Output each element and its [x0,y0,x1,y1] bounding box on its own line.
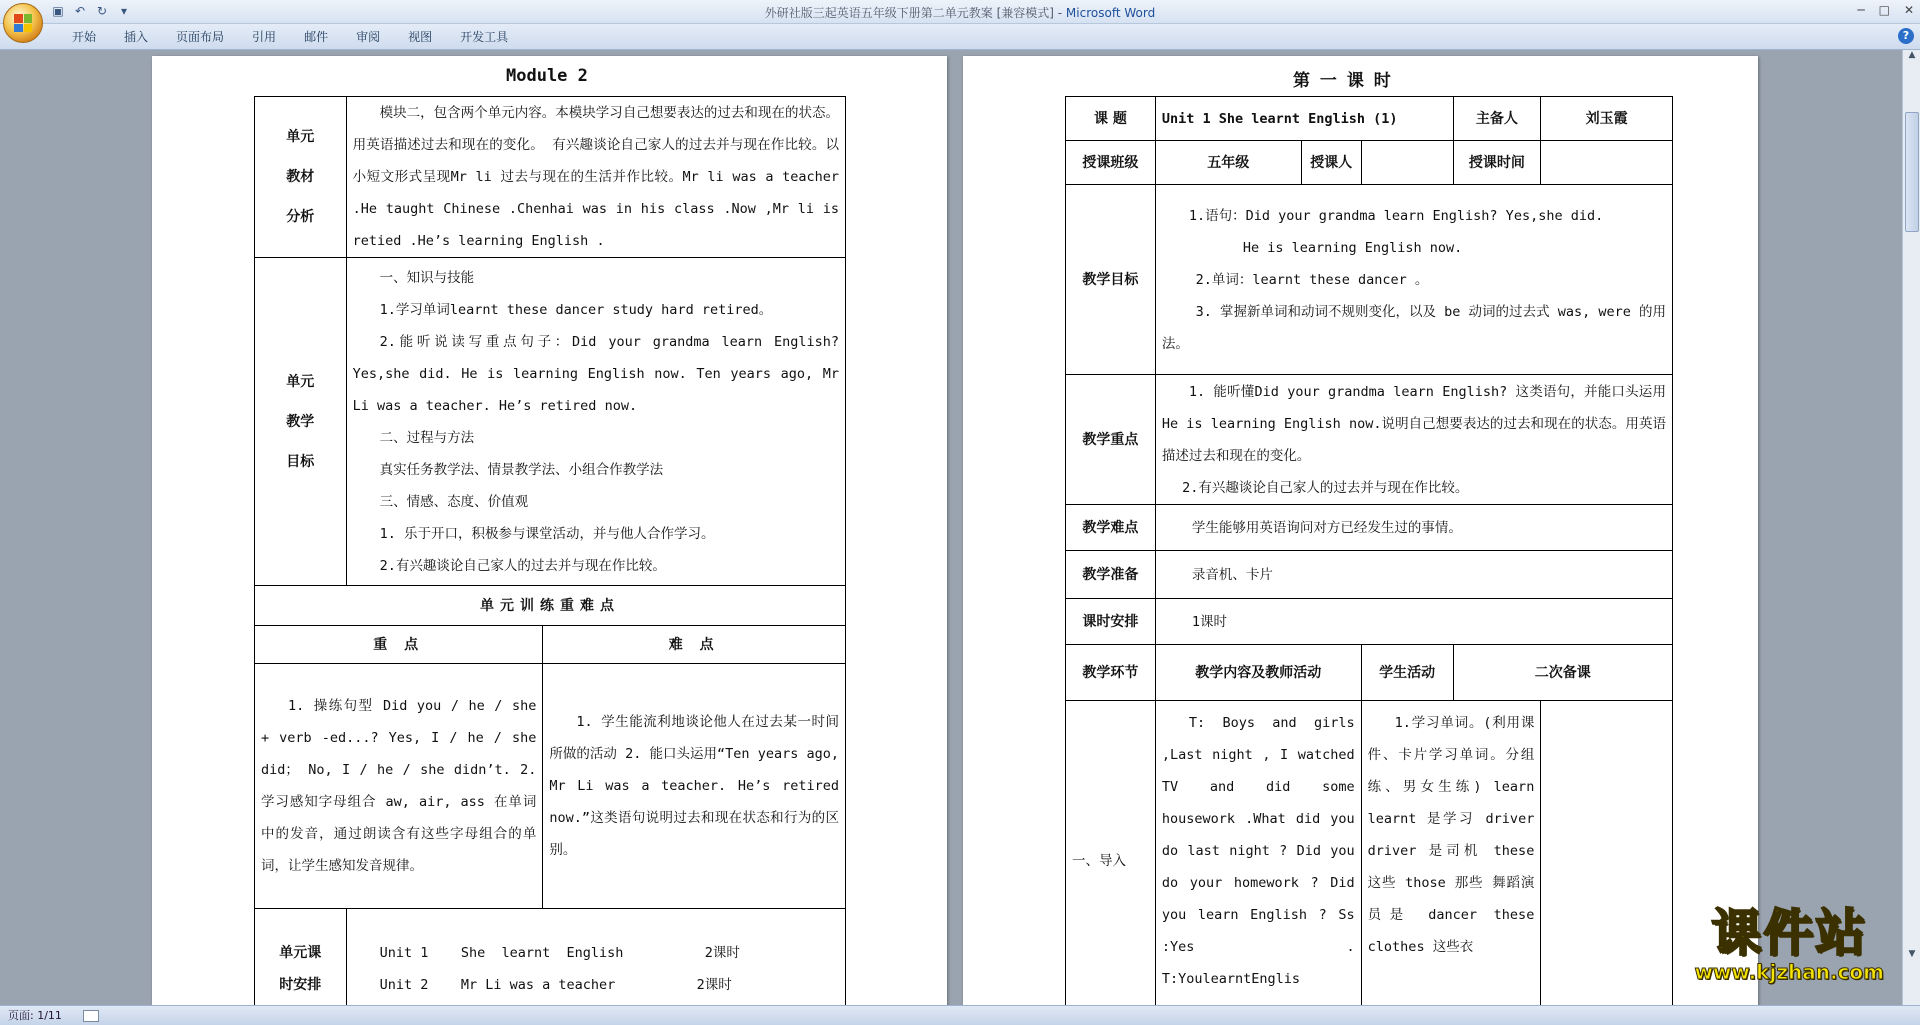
tab-5[interactable]: 审阅 [356,30,381,44]
tab-2[interactable]: 页面布局 [176,30,225,44]
teacher-label: 授课人 [1301,141,1361,185]
tab-6[interactable]: 视图 [408,30,433,44]
page-right [963,56,1758,1005]
status-bar [0,1005,1920,1025]
analysis-label: 单元 教材 分析 [255,97,347,258]
col-teacher-header: 教学内容及教师活动 [1155,645,1361,701]
goal-text: 1.语句：Did your grandma learn English? Yes,she did. He is learning English now. 2.单词：learnt these dancer 。 3. 掌握新单词和动词不规则变化，以及 be 动词的过去式 was, were 的用法。 [1155,185,1672,375]
class-value: 五年级 [1155,141,1301,185]
office-logo-icon [14,14,32,32]
proofing-icon[interactable] [83,1010,99,1022]
window-title: 外研社版三起英语五年级下册第二单元教案 [兼容模式] - Microsoft Word [764,6,1156,20]
second-notes [1541,701,1673,1006]
key-points-header: 重 点 [255,626,543,664]
difficult-points-text: 1. 学生能流利地谈论他人在过去某一时间所做的活动 2. 能口头运用“Ten years ago, Mr Li was a teacher. He’s retired now.”这类语句说明过去和现在状态和行为的区别。 [543,664,846,909]
time-label: 授课时间 [1453,141,1541,185]
objectives-label: 单元 教学 目标 [255,258,347,586]
teacher-value [1361,141,1453,185]
schedule-label: 单元课 时安排 [255,909,347,1006]
tab-3[interactable]: 引用 [252,30,277,44]
minimize-icon[interactable]: ─ [1857,3,1865,17]
lesson-table [1065,96,1673,1005]
maximize-icon[interactable]: □ [1878,3,1890,17]
office-button[interactable] [3,3,43,43]
topic-value: Unit 1 She learnt English (1) [1155,97,1453,141]
difficulty-text: 学生能够用英语询问对方已经发生过的事情。 [1155,505,1672,551]
sched-text: 1课时 [1155,599,1672,645]
redo-icon[interactable]: ↻ [96,4,108,18]
close-icon[interactable]: ✕ [1903,3,1914,17]
topic-label: 课 题 [1066,97,1156,141]
page-title: Module 2 [506,66,588,86]
goal-label: 教学目标 [1066,185,1156,375]
ribbon-tabs [58,29,522,45]
help-icon[interactable]: ? [1898,28,1914,44]
document-workspace [0,50,1902,1005]
vertical-scrollbar[interactable] [1902,50,1920,1005]
lesson-title: 第 一 课 时 [1293,71,1393,91]
watermark-logo: 课件站 www.kjzhan.com [1694,904,1884,984]
tab-1[interactable]: 插入 [124,30,149,44]
unit-table [254,96,846,1005]
key-label: 教学重点 [1066,375,1156,505]
tab-7[interactable]: 开发工具 [460,30,509,44]
preparer-value: 刘玉霞 [1541,97,1673,141]
student-activity: 1.学习单词。(利用课件、卡片学习单词。分组练、男女生练) learn learnt 是学习 driver driver 是司机 these 这些 those 那些 舞蹈演员是 dancer these clothes 这些衣 [1361,701,1541,1006]
time-value [1541,141,1673,185]
save-icon[interactable]: ▣ [52,4,64,18]
preparer-label: 主备人 [1453,97,1541,141]
page-counter[interactable]: 页面: 1/11 [8,1009,62,1022]
sched-label: 课时安排 [1066,599,1156,645]
step-intro: 一、导入 [1066,701,1156,1006]
customize-qat-icon[interactable]: ▾ [120,4,128,18]
page-left [152,56,947,1005]
scroll-thumb[interactable] [1905,112,1919,232]
window-controls [1857,3,1914,17]
key-points-text: 1. 操练句型 Did you / he / she + verb -ed...? Yes, I / he / she did； No, I / he / she didn’t. 2. 学习感知字母组合 aw, air, ass 在单词中的发音，通过朗读含有这些字母组合的单词，让学生感知发音规律。 [255,664,543,909]
key-difficult-header: 单元训练重难点 [255,586,846,626]
tab-0[interactable]: 开始 [72,30,97,44]
ribbon [0,24,1920,50]
scroll-down-icon[interactable]: ▼ [1908,949,1916,959]
col-notes-header: 二次备课 [1453,645,1673,701]
col-step-header: 教学环节 [1066,645,1156,701]
analysis-text: 模块二，包含两个单元内容。本模块学习自己想要表达的过去和现在的状态。用英语描述过去和现在的变化。 有兴趣谈论自己家人的过去并与现在作比较。以小短文形式呈现Mr li 过去与现在的生活并作比较。Mr li was a teacher .He taught Chinese .Chenhai was in his class .Now ,Mr li is retied .He’s learning English . [346,97,845,258]
difficulty-label: 教学难点 [1066,505,1156,551]
schedule-text: Unit 1 She learnt English 2课时 Unit 2 Mr Li was a teacher 2课时 [346,909,845,1006]
class-label: 授课班级 [1066,141,1156,185]
col-student-header: 学生活动 [1361,645,1453,701]
title-bar [0,0,1920,24]
objectives-text: 一、知识与技能 1.学习单词learnt these dancer study hard retired。 2.能听说读写重点句子：Did your grandma learn English? Yes,she did. He is learning English now. Ten years ago, Mr Li was a teacher. He’s retired now. 二、过程与方法 真实任务教学法、情景教学法、小组合作教学法 三、情感、态度、价值观 1. 乐于开口，积极参与课堂活动，并与他人合作学习。 2.有兴趣谈论自己家人的过去并与现在作比较。 [346,258,845,586]
prep-label: 教学准备 [1066,551,1156,599]
difficult-points-header: 难 点 [543,626,846,664]
prep-text: 录音机、卡片 [1155,551,1672,599]
scroll-up-icon[interactable]: ▲ [1908,50,1916,60]
tab-4[interactable]: 邮件 [304,30,329,44]
teacher-activity: T: Boys and girls ,Last night , I watched TV and did some housework .What did you do last night ? Did you do your homework ? Did you learn English ? Ss :Yes . T:YoulearntEnglis [1155,701,1361,1006]
key-text: 1. 能听懂Did your grandma learn English? 这类语句，并能口头运用 He is learning English now.说明自己想要表达的过去和现在的状态。用英语描述过去和现在的变化。 2.有兴趣谈论自己家人的过去并与现在作比较。 [1155,375,1672,505]
undo-icon[interactable]: ↶ [74,4,86,18]
